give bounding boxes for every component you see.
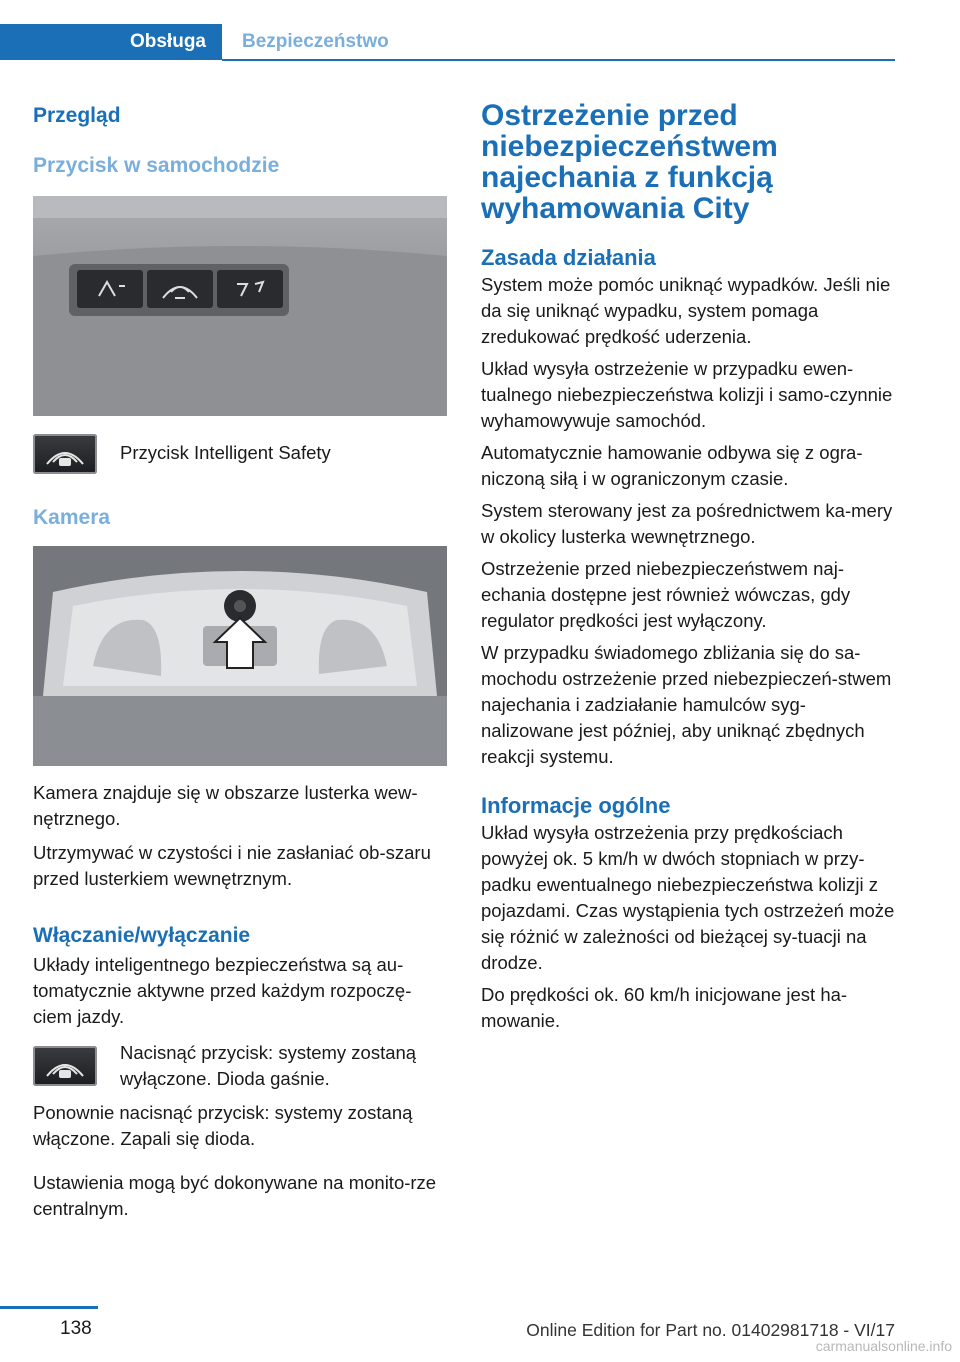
principle-paragraph-4: System sterowany jest za pośrednictwem ka-mery w okolicy lusterka wewnętrznego. bbox=[481, 500, 893, 547]
onoff-icon-text: Nacisnąć przycisk: systemy zostaną wyłączone. Dioda gaśnie. bbox=[120, 1042, 417, 1089]
onoff-paragraph-2: Ponownie nacisnąć przycisk: systemy zostaną włączone. Zapali się dioda. bbox=[33, 1102, 413, 1149]
tab-obsluga[interactable]: Obsługa bbox=[0, 24, 222, 60]
principle-paragraph-1: System może pomóc uniknąć wypadków. Jeśli nie da się uniknąć wypadku, system pomaga zredukować prędkość uderzenia. bbox=[481, 274, 891, 347]
heading-camera: Kamera bbox=[33, 506, 111, 529]
heading-general-info: Informacje ogólne bbox=[481, 793, 671, 818]
camera-photo bbox=[33, 546, 447, 766]
onoff-paragraph-1: Układy inteligentnego bezpieczeństwa są au-tomatycznie aktywne przed każdym rozpoczę-ciem jazdy. bbox=[33, 954, 412, 1027]
right-column bbox=[481, 100, 896, 1034]
header-divider bbox=[222, 59, 895, 61]
onoff-icon-row bbox=[33, 1040, 447, 1092]
camera-paragraph-1: Kamera znajduje się w obszarze lusterka wew-nętrznego. bbox=[33, 782, 418, 829]
page-number: 138 bbox=[60, 1318, 92, 1339]
button-panel-photo bbox=[33, 196, 447, 416]
button-panel-illustration bbox=[33, 196, 447, 416]
button-caption: Przycisk Intelligent Safety bbox=[120, 442, 331, 463]
tab-bezpieczenstwo[interactable]: Bezpieczeństwo bbox=[242, 31, 389, 52]
left-column bbox=[33, 100, 447, 1222]
intelligent-safety-button-icon-2 bbox=[33, 1046, 97, 1086]
button-caption-row bbox=[33, 434, 447, 474]
camera-illustration bbox=[33, 546, 447, 766]
footer-rule bbox=[0, 1306, 98, 1309]
principle-paragraph-6: W przypadku świadomego zbliżania się do sa-mochodu ostrzeżenie przed niebezpieczeń-stwem najechania i zadziałanie hamulców syg-nalizowane jest później, aby uniknąć zbędnych reakcji systemu. bbox=[481, 642, 892, 767]
heading-on-off: Włączanie/wyłączanie bbox=[33, 924, 251, 947]
edition-text: Online Edition for Part no. 01402981718 - VI/17 bbox=[526, 1320, 895, 1340]
heading-principle: Zasada działania bbox=[481, 245, 656, 270]
heading-overview: Przegląd bbox=[33, 104, 121, 127]
general-paragraph-2: Do prędkości ok. 60 km/h inicjowane jest ha-mowanie. bbox=[481, 984, 848, 1031]
principle-paragraph-5: Ostrzeżenie przed niebezpieczeństwem naj-echania dostępne jest również wówczas, gdy regulator prędkości jest wyłączony. bbox=[481, 558, 851, 631]
heading-collision-warning: Ostrzeżenie przed niebezpieczeństwem najechania z funkcją wyhamowania City bbox=[481, 99, 778, 225]
header-tabs bbox=[0, 24, 895, 62]
camera-paragraph-2: Utrzymywać w czystości i nie zasłaniać ob-szaru przed lusterkiem wewnętrznym. bbox=[33, 842, 431, 889]
general-paragraph-1: Układ wysyła ostrzeżenia przy prędkościach powyżej ok. 5 km/h w dwóch stopniach w przy-padku ewentualnego niebezpieczeństwa kolizji z pojazdami. Czas wystąpienia tych ostrzeżeń może się różnić w zależności od bieżącej sy-tuacji na drodze. bbox=[481, 822, 895, 973]
onoff-paragraph-3: Ustawienia mogą być dokonywane na monito-rze centralnym. bbox=[33, 1172, 437, 1219]
heading-button-in-car: Przycisk w samochodzie bbox=[33, 154, 280, 177]
intelligent-safety-button-icon bbox=[33, 434, 97, 474]
watermark: carmanualsonline.info bbox=[815, 1338, 952, 1354]
principle-paragraph-3: Automatycznie hamowanie odbywa się z ogra-niczoną siłą i w ograniczonym czasie. bbox=[481, 442, 863, 489]
principle-paragraph-2: Układ wysyła ostrzeżenie w przypadku ewen-tualnego niebezpieczeństwa kolizji i samo-czynnie wyhamowywuje samochód. bbox=[481, 358, 893, 431]
